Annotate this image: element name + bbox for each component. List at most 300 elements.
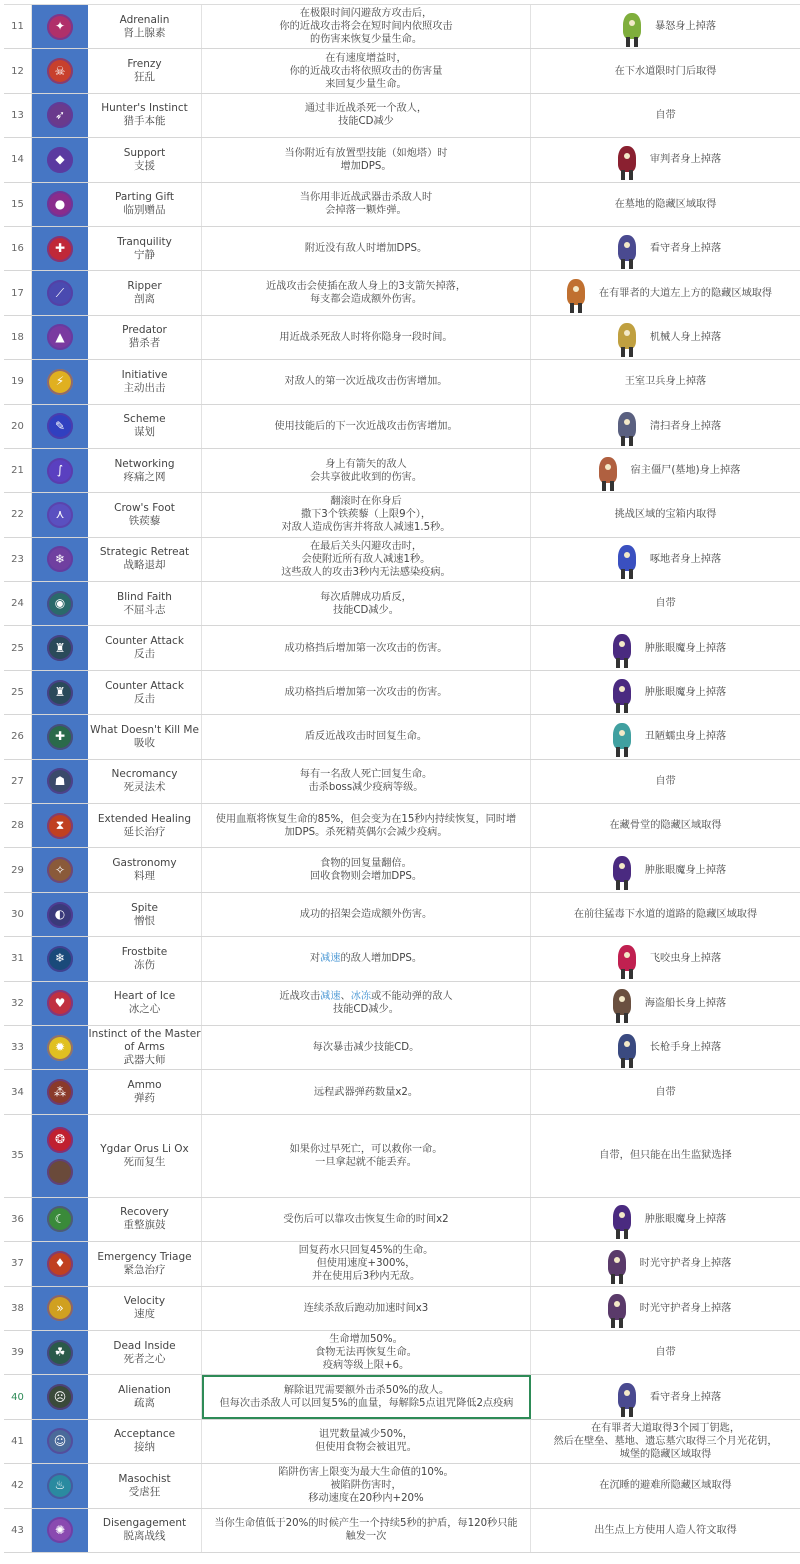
table-row[interactable]: [4, 1115, 800, 1198]
mutation-icon-cell: [32, 449, 88, 492]
description-line: 回复药水只回复45%的生命。: [298, 1245, 434, 1257]
mutation-icon: ⚡: [47, 369, 73, 395]
mutation-name-zh: 战略退却: [123, 559, 166, 572]
mutation-icon-cell: [32, 1115, 88, 1197]
description-line: 使用技能后的下一次近战攻击伤害增加。: [274, 420, 458, 432]
mutation-description: [202, 493, 531, 536]
mutation-icon-cell: [32, 538, 88, 581]
table-row[interactable]: [4, 760, 800, 804]
mutation-icon: ☾: [47, 1206, 73, 1232]
keyword-link[interactable]: 减速: [320, 991, 341, 1003]
drop-source: [531, 1026, 800, 1069]
drop-source: [531, 1287, 800, 1330]
mutation-name-en: Counter Attack: [105, 679, 184, 692]
row-number: 24: [4, 582, 32, 625]
row-number: 15: [4, 183, 32, 226]
mutation-name-zh: 冰之心: [128, 1003, 161, 1016]
mutation-icon-cell: [32, 5, 88, 48]
source-line: 看守者身上掉落: [649, 243, 722, 255]
mutation-name-zh: 武器大师: [123, 1054, 166, 1067]
description-line: 成功格挡后增加第一次攻击的伤害。: [284, 687, 448, 699]
table-row[interactable]: [4, 582, 800, 626]
mutation-name: [88, 271, 202, 314]
description-line: 击杀boss减少疫病等级。: [308, 782, 424, 794]
enemy-eye: [624, 242, 630, 248]
source-line: 自带: [655, 1086, 676, 1098]
mutation-name-en: Instinct of the Master of Arms: [88, 1028, 201, 1054]
enemy-body: [608, 1294, 626, 1320]
description-line: 食物的回复量翻倍。: [320, 858, 412, 870]
mutation-description: [202, 937, 531, 980]
enemy-sprite-icon: [605, 983, 639, 1023]
mutation-name: [88, 626, 202, 669]
mutation-icon-cell: [32, 1420, 88, 1463]
table-row[interactable]: [4, 493, 800, 537]
enemy-body: [613, 856, 631, 882]
enemy-leg: [629, 436, 633, 446]
mutation-name: [88, 538, 202, 581]
enemy-eye: [624, 1390, 630, 1396]
drop-source: [531, 271, 800, 314]
description-line: 受伤后可以靠攻击恢复生命的时间x2: [283, 1213, 449, 1225]
mutation-name-en: Crow's Foot: [114, 501, 175, 514]
description-line: 盾反近战攻击时回复生命。: [304, 731, 428, 743]
mutation-name: [88, 1464, 202, 1507]
description-line: 每有一名敌人死亡回复生命。: [299, 769, 433, 781]
row-number: 20: [4, 405, 32, 448]
enemy-body: [613, 989, 631, 1015]
mutation-icon: ♜: [47, 680, 73, 706]
drop-source-text: [650, 952, 721, 965]
mutation-description: [202, 671, 531, 714]
table-row[interactable]: [4, 49, 800, 93]
drop-source-text: [655, 1086, 675, 1099]
mutation-name-en: Emergency Triage: [97, 1250, 192, 1263]
mutation-name-en: Acceptance: [113, 1428, 176, 1441]
text-segment: 的敌人增加DPS。: [340, 953, 423, 965]
mutation-icon-cell: [32, 1375, 88, 1418]
mutation-name: [88, 1375, 202, 1418]
enemy-leg: [621, 969, 625, 979]
source-line: 时光守护者身上掉落: [639, 1258, 732, 1270]
mutation-icon-cell: [32, 1242, 88, 1285]
row-number: 12: [4, 49, 32, 92]
enemy-leg: [616, 880, 620, 890]
description-line: 回收食物则会增加DPS。: [309, 871, 423, 883]
mutation-name: [88, 449, 202, 492]
table-row[interactable]: [4, 1242, 800, 1286]
enemy-sprite-icon: [605, 850, 639, 890]
row-number: 39: [4, 1331, 32, 1374]
table-row[interactable]: [4, 271, 800, 315]
drop-source-text: [599, 1149, 731, 1162]
table-row[interactable]: [4, 893, 800, 937]
mutation-name-zh: 猎手本能: [123, 115, 166, 128]
source-line: 肿胀眼魔身上掉落: [644, 864, 727, 876]
table-row[interactable]: [4, 804, 800, 848]
mutation-name: [88, 1070, 202, 1113]
enemy-body: [613, 679, 631, 705]
enemy-body: [618, 1383, 636, 1409]
mutation-name-en: Blind Faith: [117, 590, 172, 603]
mutation-description: [202, 94, 531, 137]
enemy-sprite-icon: [610, 406, 644, 446]
enemy-leg: [629, 1058, 633, 1068]
drop-source: [531, 715, 800, 758]
table-row[interactable]: [4, 138, 800, 182]
mutation-name: [88, 405, 202, 448]
mutation-name-zh: 反击: [134, 692, 155, 705]
mutation-icon-cell: [32, 1509, 88, 1552]
description-line: 会共享彼此收到的伤害。: [309, 471, 423, 483]
table-row[interactable]: [4, 183, 800, 227]
row-number: 33: [4, 1026, 32, 1069]
enemy-leg: [611, 1274, 615, 1284]
table-row[interactable]: [4, 1509, 800, 1553]
table-row[interactable]: [4, 1375, 800, 1419]
source-line: 出生点上方使用人造人符文取得: [594, 1524, 737, 1536]
drop-source-text: [615, 198, 717, 211]
enemy-eye: [619, 686, 625, 692]
mutation-description: [202, 138, 531, 181]
enemy-body: [613, 634, 631, 660]
mutation-name: [88, 1420, 202, 1463]
enemy-leg: [624, 1229, 628, 1239]
table-row[interactable]: [4, 405, 800, 449]
source-line: 挑战区域的宝箱内取得: [614, 509, 717, 521]
mutation-icon-cell: [32, 271, 88, 314]
drop-source: [531, 316, 800, 359]
table-row[interactable]: [4, 1287, 800, 1331]
mutation-icon-cell: [32, 760, 88, 803]
drop-source-text: [650, 153, 721, 166]
mutation-icon: ◆: [47, 147, 73, 173]
mutation-name-en: Initiative: [121, 368, 168, 381]
enemy-eye: [619, 730, 625, 736]
enemy-eye: [629, 20, 635, 26]
row-number: 30: [4, 893, 32, 936]
enemy-leg: [629, 347, 633, 357]
description-line: 远程武器弹药数量x2。: [313, 1086, 419, 1098]
description-line: 用近战杀死敌人时将你隐身一段时间。: [279, 331, 453, 343]
enemy-leg: [602, 481, 606, 491]
table-row[interactable]: [4, 1331, 800, 1375]
enemy-sprite-icon: [615, 7, 649, 47]
mutation-name-zh: 冻伤: [134, 958, 155, 971]
source-line: 在沉睡的避难所隐藏区域取得: [599, 1480, 732, 1492]
mutation-name-zh: 死灵法术: [123, 781, 166, 794]
keyword-link[interactable]: 冰冻: [350, 991, 372, 1003]
mutation-icon: »: [47, 1295, 73, 1321]
drop-source: [531, 138, 800, 181]
mutation-description: [202, 715, 531, 758]
description-line: 在最后关头闪避攻击时，: [309, 540, 423, 552]
table-row[interactable]: [4, 538, 800, 582]
mutation-name-en: Masochist: [118, 1472, 171, 1485]
mutation-name: [88, 5, 202, 48]
description-line: 加DPS。杀死精英偶尔会减少疫病。: [284, 826, 448, 838]
drop-source-text: [645, 864, 727, 877]
drop-source-text: [615, 65, 717, 78]
mutation-icon-cell: [32, 227, 88, 270]
source-line: 肿胀眼魔身上掉落: [644, 642, 727, 654]
mutation-name: [88, 1242, 202, 1285]
mutation-name: [88, 138, 202, 181]
source-line: 在墓地的隐藏区域取得: [614, 198, 717, 210]
mutation-name-en: Hunter's Instinct: [101, 102, 188, 115]
mutation-name-zh: 反击: [134, 648, 155, 661]
description-line: 在极限时间闪避敌方攻击后，: [299, 8, 433, 20]
mutation-icon: ●: [47, 191, 73, 217]
drop-source-text: [609, 819, 721, 832]
drop-source-text: [650, 242, 721, 255]
enemy-sprite-icon: [600, 1244, 634, 1284]
mutation-description: [202, 1242, 531, 1285]
table-row[interactable]: [4, 227, 800, 271]
source-line: 肿胀眼魔身上掉落: [644, 687, 727, 699]
drop-source: [531, 1198, 800, 1241]
row-number: 13: [4, 94, 32, 137]
mutation-description: [202, 183, 531, 226]
row-number: 35: [4, 1115, 32, 1197]
mutation-name-zh: 吸收: [134, 736, 155, 749]
drop-source-text: [631, 464, 741, 477]
drop-source-text: [645, 1213, 727, 1226]
drop-source-text: [655, 109, 675, 122]
mutation-icon: ☹: [47, 1384, 73, 1410]
table-row[interactable]: [4, 1026, 800, 1070]
mutation-name-en: What Doesn't Kill Me: [90, 723, 199, 736]
drop-source: [531, 1464, 800, 1507]
drop-source: [531, 405, 800, 448]
table-row[interactable]: [4, 848, 800, 892]
mutation-icon: ❄: [47, 946, 73, 972]
mutation-name: [88, 360, 202, 403]
drop-source-text: [594, 1524, 737, 1537]
row-number: 14: [4, 138, 32, 181]
drop-source: [531, 360, 800, 403]
mutation-icon-cell: [32, 316, 88, 359]
source-line: 长枪手身上掉落: [649, 1042, 722, 1054]
mutation-icon: ▲: [47, 324, 73, 350]
enemy-eye: [619, 641, 625, 647]
drop-source-text: [599, 287, 772, 300]
row-number: 26: [4, 715, 32, 758]
row-number: 40: [4, 1375, 32, 1418]
mutation-icon: ✚: [47, 724, 73, 750]
enemy-sprite-icon: [610, 140, 644, 180]
enemy-leg: [629, 170, 633, 180]
row-number: 28: [4, 804, 32, 847]
mutation-name: [88, 183, 202, 226]
enemy-leg: [621, 436, 625, 446]
mutation-name-zh: 剖离: [134, 293, 155, 306]
description-line: 增加DPS。: [340, 160, 392, 172]
enemy-leg: [570, 303, 574, 313]
mutation-description: [202, 848, 531, 891]
table-row[interactable]: [4, 626, 800, 670]
mutation-name-zh: 憎恨: [134, 914, 155, 927]
table-row[interactable]: [4, 982, 800, 1026]
enemy-leg: [621, 1407, 625, 1417]
mutation-description: [202, 360, 531, 403]
enemy-body: [618, 412, 636, 438]
description-line: 但每次击杀敌人可以回复5%的血量，每解除5点诅咒降低2点疫病: [219, 1398, 514, 1410]
description-line: 如果你过早死亡，可以救你一命。: [289, 1143, 443, 1155]
mutation-description: [202, 626, 531, 669]
row-number: 19: [4, 360, 32, 403]
description-line: 生命增加50%。: [329, 1334, 403, 1346]
mutation-icon-alt: [47, 1159, 73, 1185]
text-segment: 近战攻击: [279, 991, 321, 1003]
mutation-description: [202, 538, 531, 581]
description-line: 陷阱伤害上限变为最大生命值的10%。: [278, 1467, 454, 1479]
source-line: 清扫者身上掉落: [649, 420, 722, 432]
row-number: 34: [4, 1070, 32, 1113]
description-line: 你的近战攻击将依照攻击的伤害量: [289, 65, 443, 77]
row-number: 37: [4, 1242, 32, 1285]
mutation-icon: ∫: [47, 458, 73, 484]
source-line: 在有罪者大道取得3个园丁钥匙，: [590, 1422, 741, 1434]
drop-source: [531, 1509, 800, 1552]
source-line: 肿胀眼魔身上掉落: [644, 1213, 727, 1225]
mutation-name-en: Scheme: [123, 413, 166, 426]
drop-source: [531, 227, 800, 270]
enemy-body: [567, 279, 585, 305]
description-line: 成功的招架会造成额外伤害。: [299, 909, 433, 920]
table-row[interactable]: [4, 1070, 800, 1114]
mutation-name-zh: 猎杀者: [128, 337, 161, 350]
drop-source: [531, 1242, 800, 1285]
enemy-leg: [629, 259, 633, 269]
table-row[interactable]: [4, 94, 800, 138]
mutation-name-en: Frenzy: [127, 58, 162, 71]
enemy-leg: [621, 1058, 625, 1068]
mutation-description: [202, 1115, 531, 1197]
mutation-description: [202, 1331, 531, 1374]
table-row[interactable]: [4, 937, 800, 981]
enemy-leg: [624, 1013, 628, 1023]
enemy-leg: [611, 1318, 615, 1328]
row-number: 27: [4, 760, 32, 803]
drop-source: [531, 538, 800, 581]
enemy-sprite-icon: [610, 317, 644, 357]
row-number: 32: [4, 982, 32, 1025]
enemy-leg: [624, 747, 628, 757]
mutation-icon: ◉: [47, 591, 73, 617]
mutation-description: [202, 405, 531, 448]
table-row[interactable]: [4, 1464, 800, 1508]
source-line: 暴怒身上掉落: [654, 21, 717, 33]
source-line: 飞咬虫身上掉落: [649, 953, 722, 965]
mutation-name-zh: 谋划: [134, 426, 155, 439]
enemy-sprite-icon: [610, 539, 644, 579]
mutation-name-en: Support: [123, 146, 166, 159]
enemy-body: [618, 1034, 636, 1060]
mutation-name-zh: 延长治疗: [123, 825, 166, 838]
enemy-eye: [614, 1301, 620, 1307]
drop-source: [531, 671, 800, 714]
mutation-icon: ➶: [47, 102, 73, 128]
table-row[interactable]: [4, 671, 800, 715]
mutation-name-en: Ammo: [127, 1079, 162, 1092]
drop-source-text: [655, 775, 675, 788]
enemy-sprite-icon: [610, 1028, 644, 1068]
mutation-description: [202, 49, 531, 92]
table-row[interactable]: [4, 5, 800, 49]
mutation-icon: ☗: [47, 768, 73, 794]
mutation-description: [202, 1464, 531, 1507]
row-number: 36: [4, 1198, 32, 1241]
mutation-description[interactable]: [202, 1375, 531, 1418]
table-row[interactable]: [4, 316, 800, 360]
mutation-name: [88, 493, 202, 536]
source-line: 宿主僵尸(墓地)身上掉落: [630, 465, 741, 477]
source-line: 看守者身上掉落: [649, 1391, 722, 1403]
enemy-leg: [619, 1318, 623, 1328]
mutation-name: [88, 760, 202, 803]
drop-source-text: [645, 730, 727, 743]
source-line: 城堡的隐藏区域取得: [619, 1448, 712, 1460]
mutation-icon-cell: [32, 1464, 88, 1507]
source-line: 审判者身上掉落: [649, 154, 722, 166]
table-row[interactable]: [4, 449, 800, 493]
description-line: 当你附近有放置型技能（如炮塔）时: [284, 147, 448, 159]
drop-source: [531, 1115, 800, 1197]
mutation-name-en: Heart of Ice: [113, 990, 176, 1003]
source-line: 自带: [655, 1347, 676, 1359]
mutation-name: [88, 227, 202, 270]
drop-source: [531, 893, 800, 936]
mutation-icon-cell: [32, 582, 88, 625]
drop-source: [531, 183, 800, 226]
source-line: 自带: [655, 775, 676, 787]
drop-source-text: [650, 1041, 721, 1054]
table-row[interactable]: [4, 715, 800, 759]
enemy-body: [618, 323, 636, 349]
row-number: 11: [4, 5, 32, 48]
table-row[interactable]: [4, 1420, 800, 1464]
table-row[interactable]: [4, 360, 800, 404]
description-line: 身上有箭矢的敌人: [325, 458, 407, 470]
mutation-icon-cell: [32, 1331, 88, 1374]
enemy-body: [623, 13, 641, 39]
source-line: 在藏骨堂的隐藏区域取得: [609, 820, 722, 832]
mutation-name-zh: 接纳: [134, 1441, 155, 1454]
source-line: 时光守护者身上掉落: [639, 1302, 732, 1314]
enemy-body: [618, 146, 636, 172]
mutation-icon-cell: [32, 1026, 88, 1069]
mutation-name: [88, 1026, 202, 1069]
table-row[interactable]: [4, 1198, 800, 1242]
mutation-icon: ♜: [47, 635, 73, 661]
description-line: 连续杀敌后跑动加速时间x3: [303, 1302, 429, 1314]
enemy-body: [608, 1250, 626, 1276]
row-number: 22: [4, 493, 32, 536]
keyword-link[interactable]: 减速: [320, 953, 341, 965]
description-line: 对敌人造成伤害并将敌人减速1.5秒。: [281, 522, 451, 534]
drop-source: [531, 1420, 800, 1463]
row-number: 25: [4, 671, 32, 714]
row-number: 18: [4, 316, 32, 359]
row-number: 21: [4, 449, 32, 492]
mutation-name: [88, 1509, 202, 1552]
mutation-name: [88, 1287, 202, 1330]
mutation-name-en: Velocity: [123, 1295, 166, 1308]
mutation-description: [202, 1420, 531, 1463]
enemy-eye: [624, 153, 630, 159]
mutation-description: [202, 1198, 531, 1241]
